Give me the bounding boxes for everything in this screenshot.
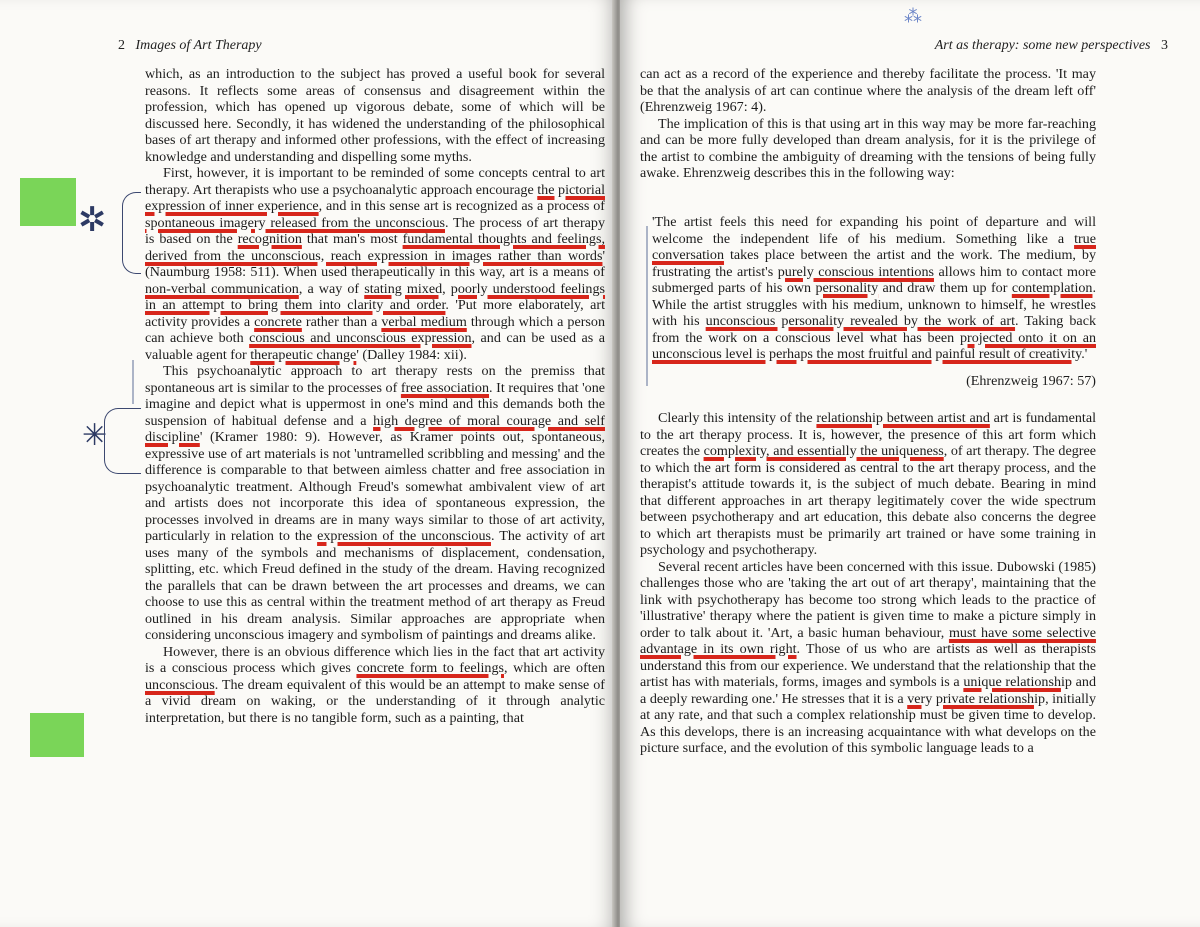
paragraph xyxy=(145,363,605,644)
text-run: , and in this sense art is recognized as a process of xyxy=(318,198,606,214)
text-run: .' xyxy=(1081,346,1088,362)
text-run: 'The artist feels this need for expanding his point of departure and will welcome the independent life of his medium. Something like a xyxy=(652,214,1096,247)
text-run: Several recent articles have been concerned with this issue. Dubowski (1985) challenges those who are 'taking the art out of art therapy', maintaining that the link with psychotherapy has become too strong which leads to the practice of 'illustrative' therapy where the patient is given time to make a picture simply in order to talk about it. 'Art, a basic human behaviour, xyxy=(640,558,1096,641)
highlighted-phrase: expression of the unconscious xyxy=(317,528,491,544)
sticky-tab-icon xyxy=(30,713,84,757)
paragraph xyxy=(145,66,605,165)
text-run: . While the artist struggles with his medium, unknown to himself, he wrestles with his xyxy=(652,280,1096,329)
text-run: and draw them up for xyxy=(878,280,1012,296)
quote-citation: (Ehrenzweig 1967: 57) xyxy=(966,372,1096,389)
text-run: rather than a xyxy=(301,313,382,330)
highlighted-phrase: verbal medium xyxy=(381,313,467,330)
text-run: First, however, it is important to be reminded of some concepts central to art therapy. Art therapists who use a psychoanalytic approach encourage xyxy=(145,165,605,198)
highlighted-phrase: therapeutic change xyxy=(250,346,357,363)
right-body-bottom xyxy=(640,410,1096,757)
right-page-title: Art as therapy: some new perspectives xyxy=(934,38,1151,53)
pencil-mark xyxy=(132,360,134,404)
highlighted-phrase: very private relationship xyxy=(907,690,1046,707)
highlighted-phrase: personality xyxy=(815,280,879,296)
text-run: that man's most xyxy=(301,231,403,247)
star-doodle-icon: ✲ xyxy=(78,200,107,240)
text-run: . 'Put more elaborately, art activity provides a xyxy=(145,297,605,330)
right-page xyxy=(620,0,1200,927)
text-run: , which are often xyxy=(504,660,605,676)
highlighted-phrase: must have some selective advantage in its own right xyxy=(640,624,1097,657)
highlighted-phrase: concrete xyxy=(254,313,302,330)
paragraph xyxy=(640,66,1096,116)
star-doodle-icon: ✳ xyxy=(82,418,108,453)
text-run: This psychoanalytic approach to art therapy rests on the premiss that spontaneous art is similar to the processes of xyxy=(145,363,605,396)
paragraph xyxy=(640,410,1096,559)
highlighted-phrase: projected onto it on an unconscious level is perhaps the most fruitful and painful result of creativity xyxy=(652,329,1096,362)
text-run: Clearly this intensity of the xyxy=(658,410,817,426)
text-run: . It requires that 'one imagine and depict what is uppermost in one's mind and this demands both the suspension of habitual defense and a xyxy=(145,379,606,429)
text-run: which, as an introduction to the subject has proved a useful book for several reasons. It reflects some areas of consensus and disagreement within the profession, which has opened up vigorous debate, some of which will be discussed here. Secondly, it has widened the understanding of the philosophical bases of art therapy and informed other professions, with the effect of increasing knowledge and understanding and dispelling some myths. xyxy=(145,66,605,165)
right-body-top xyxy=(640,66,1096,182)
right-running-head xyxy=(868,38,1168,54)
text-run: ' (Kramer 1980: 9). However, as Kramer points out, spontaneous, expressive use of art materials is not 'untramelled scribbling and messing' and the difference is comparable to that between aimless chatter and free association in psychoanalytic treatment. Although Freud's somewhat ambivalent view of art and artists does not incorporate this idea of spontaneous expression, the processes involved in dreams are in many ways similar to those of art activity, particularly in relation to the xyxy=(145,429,605,544)
highlighted-phrase: recognition xyxy=(237,231,302,247)
highlighted-phrase: non-verbal communication xyxy=(145,280,299,297)
paragraph xyxy=(640,559,1096,757)
highlighted-phrase: complexity, and essentially the uniqueness xyxy=(703,443,944,459)
highlighted-phrase: the pictorial expression of inner experience xyxy=(145,181,605,214)
scribble-icon: ⁂ xyxy=(904,6,922,27)
highlighted-phrase: true conversation xyxy=(652,230,1096,263)
text-run: through which a person can achieve both xyxy=(145,313,606,346)
text-run: . Those of us who are artists as well as therapists understand this from our experience. We understand that the relationship that the artist has with materials, forms, images and symbols is a xyxy=(640,641,1096,690)
highlighted-phrase: contemplation xyxy=(1011,280,1093,296)
left-page-number: 2 xyxy=(118,38,125,53)
text-run: The implication of this is that using art in this way may be more far-reaching and can be more fully developed than dream analysis, for it is the privilege of the artist to combine the ambiguity of dreaming with the tensions of being fully awake. Ehrenzweig describes this in the following way: xyxy=(640,115,1096,181)
margin-bracket xyxy=(104,408,141,474)
text-run: , initially at any rate, and that such a complex relationship must be given time to develop. As this develops, there is an increasing acquaintance with what develops on the picture surface, and the evolution of this symbolic language leads to a xyxy=(640,690,1097,756)
text-run: ' (Dalley 1984: xii). xyxy=(356,346,467,363)
text-run: and a deeply rewarding one.' He stresses that it is a xyxy=(640,674,1097,707)
text-run: can act as a record of the experience and thereby facilitate the process. 'It may be that the analysis of art can continue where the analysis of the dream left off' (Ehrenzweig 1967: 4). xyxy=(640,66,1096,115)
margin-line xyxy=(646,226,648,386)
highlighted-phrase: high degree of moral courage and self discipline xyxy=(145,412,605,445)
text-run: , of art therapy. The degree to which the art form is considered as central to the art therapy process, and the therapist's attitude towards it, is the subject of much debate. Bearing in mind that different approaches in art therapy legitimately cover the wide spectrum between psychotherapy and art education, this debate also concerns the degree to which art therapists must be primarily art trained or have some training in psychology and psychotherapy. xyxy=(640,443,1096,558)
text-run: , and can be used as a valuable agent for xyxy=(145,330,606,363)
highlighted-phrase: fundamental thoughts and feelings, derived from the unconscious, reach expression in images rather than words xyxy=(145,231,605,264)
text-run: takes place between the artist and the work. The medium, by frustrating the artist's xyxy=(652,247,1096,280)
highlighted-phrase: purely conscious intentions xyxy=(777,263,934,280)
left-running-head xyxy=(118,38,618,54)
highlighted-phrase: relationship between artist and xyxy=(816,410,990,426)
text-run: . The process of art therapy is based on the xyxy=(145,214,605,247)
text-run: . The dream equivalent of this would be an attempt to make sense of a vivid dream on waking, or the understanding of it through analytic interpretation, but there is no tangible form, such as a painting, that xyxy=(145,676,605,726)
block-quote xyxy=(652,214,1096,389)
paragraph xyxy=(640,116,1096,182)
text-run: art is fundamental to the art therapy process. It is, however, the presence of this art form which creates the xyxy=(640,410,1097,459)
paragraph xyxy=(145,644,605,727)
left-body-text xyxy=(145,66,605,726)
paragraph xyxy=(145,165,605,363)
highlighted-phrase: unique relationship xyxy=(963,674,1072,690)
highlighted-phrase: conscious and unconscious expression xyxy=(249,330,472,346)
right-page-number: 3 xyxy=(1161,38,1168,53)
highlighted-phrase: unconscious personality revealed by the work of art xyxy=(705,313,1016,329)
highlighted-phrase: free association xyxy=(400,379,490,396)
text-run: However, there is an obvious difference which lies in the fact that art activity is a conscious process which gives xyxy=(145,643,605,676)
left-page-title: Images of Art Therapy xyxy=(135,38,262,53)
highlighted-phrase: concrete form to feelings xyxy=(356,660,504,676)
text-run: , a way of xyxy=(298,280,365,297)
text-run: . Taking back from the work on a conscious level what has been xyxy=(652,313,1096,346)
text-run: . The activity of art uses many of the symbols and mechanisms of displacement, condensation, splitting, etc. which Freud defined in the study of the dream. Having recognized the parallels that can be drawn between the art processes and dreams, we can choose to use this as central within the treatment method of art therapy as Freud outlined in his dream analysis. Similar approaches are appropriate when considering unconscious imagery and symbolism of paintings and dreams alike. xyxy=(145,528,605,643)
highlighted-phrase: spontaneous imagery released from the unconscious xyxy=(145,214,445,231)
text-run: ' (Naumburg 1958: 511). When used therapeutically in this way, art is a means of xyxy=(145,247,605,280)
margin-bracket xyxy=(122,192,141,274)
block-quote-text xyxy=(652,214,1096,363)
sticky-tab-icon xyxy=(20,178,76,226)
highlighted-phrase: unconscious xyxy=(145,676,215,693)
highlighted-phrase: stating mixed, poorly understood feelings in an attempt to bring them into clarity and order xyxy=(145,280,606,313)
text-run: allows him to contact more submerged parts of his own xyxy=(652,263,1096,296)
